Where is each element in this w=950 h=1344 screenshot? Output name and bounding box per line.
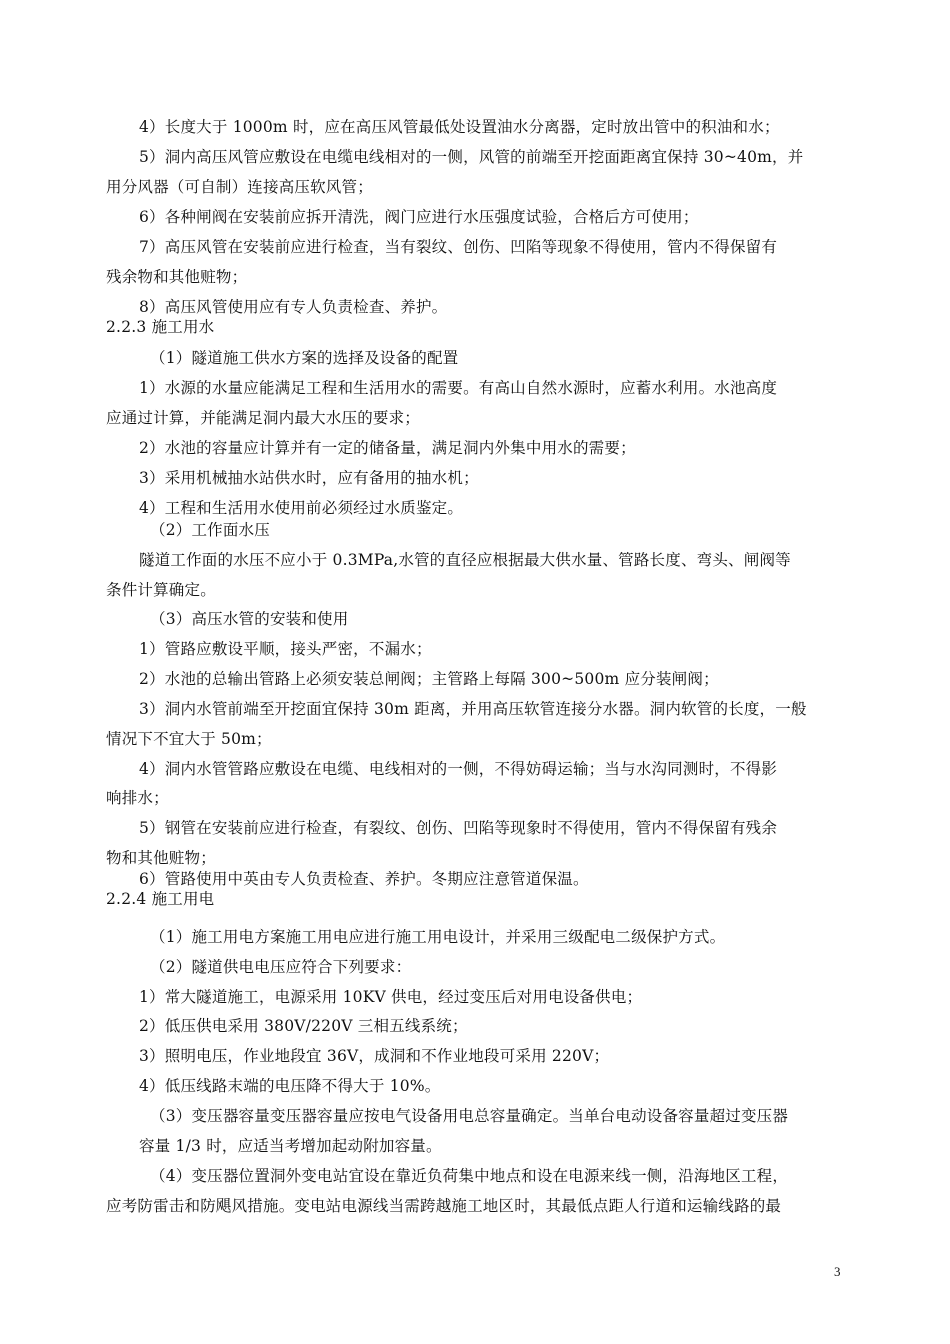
text-line: 隧道工作面的水压不应小于 0.3MPa,水管的直径应根据最大供水量、管路长度、弯头、闸阀等 xyxy=(139,551,791,569)
text-line: 4）长度大于 1000m 时，应在高压风管最低处设置油水分离器，定时放出管中的积油和水； xyxy=(139,118,780,136)
text-line: 5）洞内高压风管应敷设在电缆电线相对的一侧，风管的前端至开挖面距离宜保持 30~40m，并 xyxy=(139,148,804,166)
text-line: 2.2.4 施工用电 xyxy=(106,890,215,908)
text-line: 用分风器（可自制）连接高压软风管； xyxy=(106,178,373,196)
text-line: （2）工作面水压 xyxy=(150,521,270,539)
text-line: 容量 1/3 时，应适当考增加起动附加容量。 xyxy=(139,1137,442,1155)
text-line: 残余物和其他赃物； xyxy=(106,268,248,286)
text-line: 3）洞内水管前端至开挖面宜保持 30m 距离，并用高压软管连接分水器。洞内软管的长度，一般 xyxy=(139,700,807,718)
text-line: 2.2.3 施工用水 xyxy=(106,318,215,336)
text-line: 2）低压供电采用 380V/220V 三相五线系统； xyxy=(139,1017,468,1035)
text-line: 物和其他赃物； xyxy=(106,849,216,867)
text-line: 4）洞内水管管路应敷设在电缆、电线相对的一侧，不得妨碍运输；当与水沟同测时，不得影 xyxy=(139,760,778,778)
text-line: 7）高压风管在安装前应进行检查，当有裂纹、创伤、凹陷等现象不得使用，管内不得保留有 xyxy=(139,238,778,256)
text-line: 应考防雷击和防飓风措施。变电站电源线当需跨越施工地区时，其最低点距人行道和运输线路的最 xyxy=(106,1197,782,1215)
text-line: 1）水源的水量应能满足工程和生活用水的需要。有高山自然水源时，应蓄水利用。水池高度 xyxy=(139,379,778,397)
text-line: 8）高压风管使用应有专人负责检查、养护。 xyxy=(139,298,448,316)
text-line: （4）变压器位置洞外变电站宜设在靠近负荷集中地点和设在电源来线一侧，沿海地区工程， xyxy=(150,1167,789,1185)
text-line: 2）水池的容量应计算并有一定的储备量，满足洞内外集中用水的需要； xyxy=(139,439,636,457)
text-line: 响排水； xyxy=(106,789,169,807)
text-line: 3）采用机械抽水站供水时，应有备用的抽水机； xyxy=(139,469,479,487)
text-line: （1）隧道施工供水方案的选择及设备的配置 xyxy=(150,349,459,367)
text-line: 6）各种闸阀在安装前应拆开清洗，阀门应进行水压强度试验，合格后方可使用； xyxy=(139,208,699,226)
text-line: 5）钢管在安装前应进行检查，有裂纹、创伤、凹陷等现象时不得使用，管内不得保留有残余 xyxy=(139,819,778,837)
text-line: 4）工程和生活用水使用前必须经过水质鉴定。 xyxy=(139,499,464,517)
text-line: 1）常大隧道施工，电源采用 10KV 供电，经过变压后对用电设备供电； xyxy=(139,988,643,1006)
text-line: 1）管路应敷设平顺，接头严密，不漏水； xyxy=(139,640,432,658)
text-line: 情况下不宜大于 50m； xyxy=(106,730,272,748)
text-line: 3）照明电压，作业地段宜 36V，成洞和不作业地段可采用 220V； xyxy=(139,1047,610,1065)
text-line: 6）管路使用中英由专人负责检查、养护。冬期应注意管道保温。 xyxy=(139,870,589,888)
text-line: 2）水池的总输出管路上必须安装总闸阀；主管路上每隔 300~500m 应分装闸阀； xyxy=(139,670,719,688)
text-line: （1）施工用电方案施工用电应进行施工用电设计，并采用三级配电二级保护方式。 xyxy=(150,928,726,946)
page-number: 3 xyxy=(834,1264,841,1279)
text-line: 4）低压线路末端的电压降不得大于 10%。 xyxy=(139,1077,441,1095)
text-line: （3）变压器容量变压器容量应按电气设备用电总容量确定。当单台电动设备容量超过变压器 xyxy=(150,1107,789,1125)
text-line: 应通过计算，并能满足洞内最大水压的要求； xyxy=(106,409,421,427)
text-line: 条件计算确定。 xyxy=(106,581,216,599)
text-line: （2）隧道供电电压应符合下列要求： xyxy=(150,958,412,976)
text-line: （3）高压水管的安装和使用 xyxy=(150,610,349,628)
